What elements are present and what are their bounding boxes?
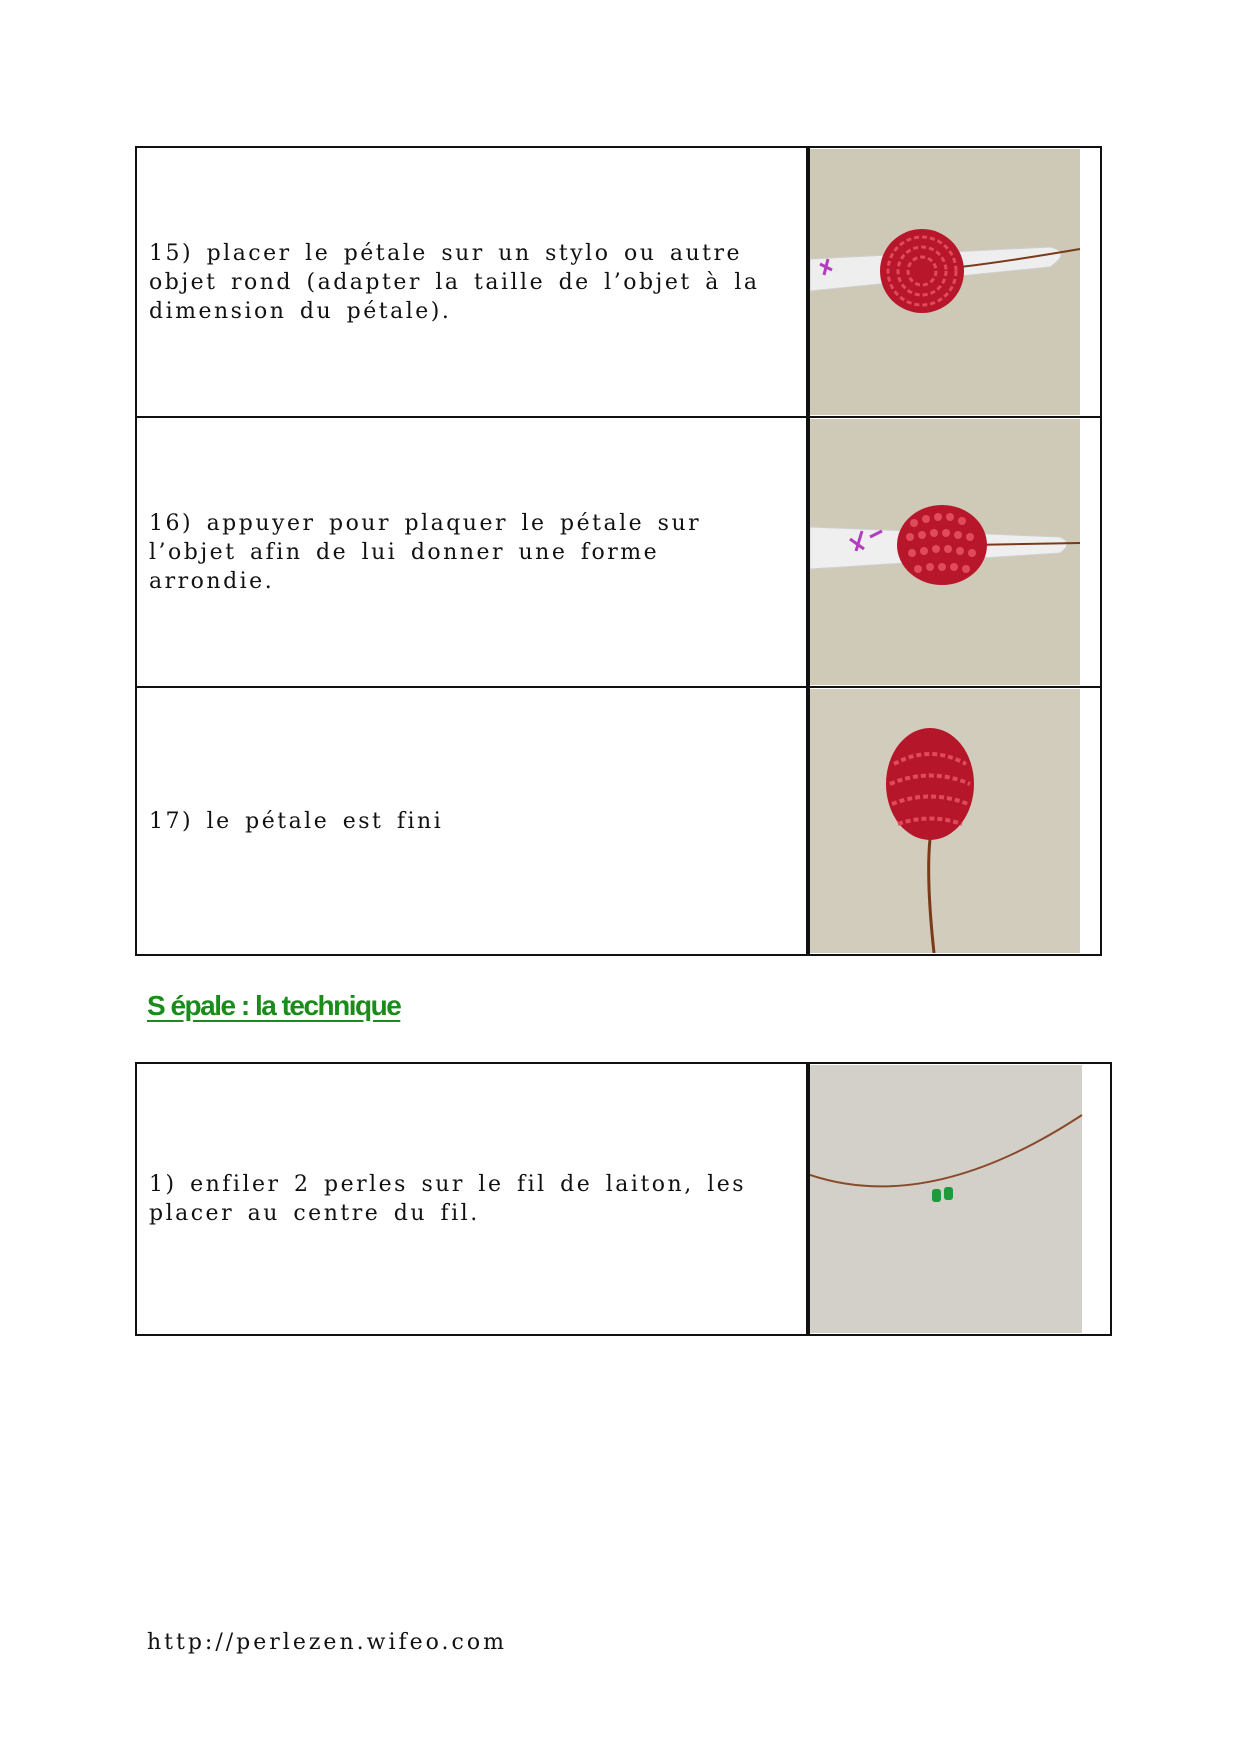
section-title: S épale : la technique bbox=[147, 990, 401, 1021]
step-photo-cell bbox=[808, 687, 1101, 955]
bead-petal-on-pen-photo bbox=[810, 149, 1100, 415]
petal-steps-table bbox=[135, 146, 1102, 956]
two-green-beads-on-wire-photo bbox=[810, 1065, 1110, 1333]
sepal-steps-table bbox=[135, 1062, 1112, 1336]
step-text: 1) enfiler 2 perles sur le fil de laiton, les placer au centre du fil. bbox=[136, 1063, 808, 1335]
bead-petal-pressed-photo bbox=[810, 419, 1100, 685]
step-text: 16) appuyer pour plaquer le pétale sur l’objet afin de lui donner une forme arrondie. bbox=[136, 417, 808, 687]
table-row bbox=[136, 417, 1101, 687]
table-row bbox=[136, 687, 1101, 955]
step-text: 15) placer le pétale sur un stylo ou autre objet rond (adapter la taille de l’objet à la dimension du pétale). bbox=[136, 147, 808, 417]
step-photo-cell bbox=[808, 417, 1101, 687]
footer-url[interactable]: http://perlezen.wifeo.com bbox=[147, 1630, 507, 1655]
table-row bbox=[136, 1063, 1111, 1335]
finished-petal-photo bbox=[810, 689, 1100, 953]
step-text: 17) le pétale est fini bbox=[136, 687, 808, 955]
step-photo-cell bbox=[808, 147, 1101, 417]
table-row bbox=[136, 147, 1101, 417]
step-photo-cell bbox=[808, 1063, 1111, 1335]
